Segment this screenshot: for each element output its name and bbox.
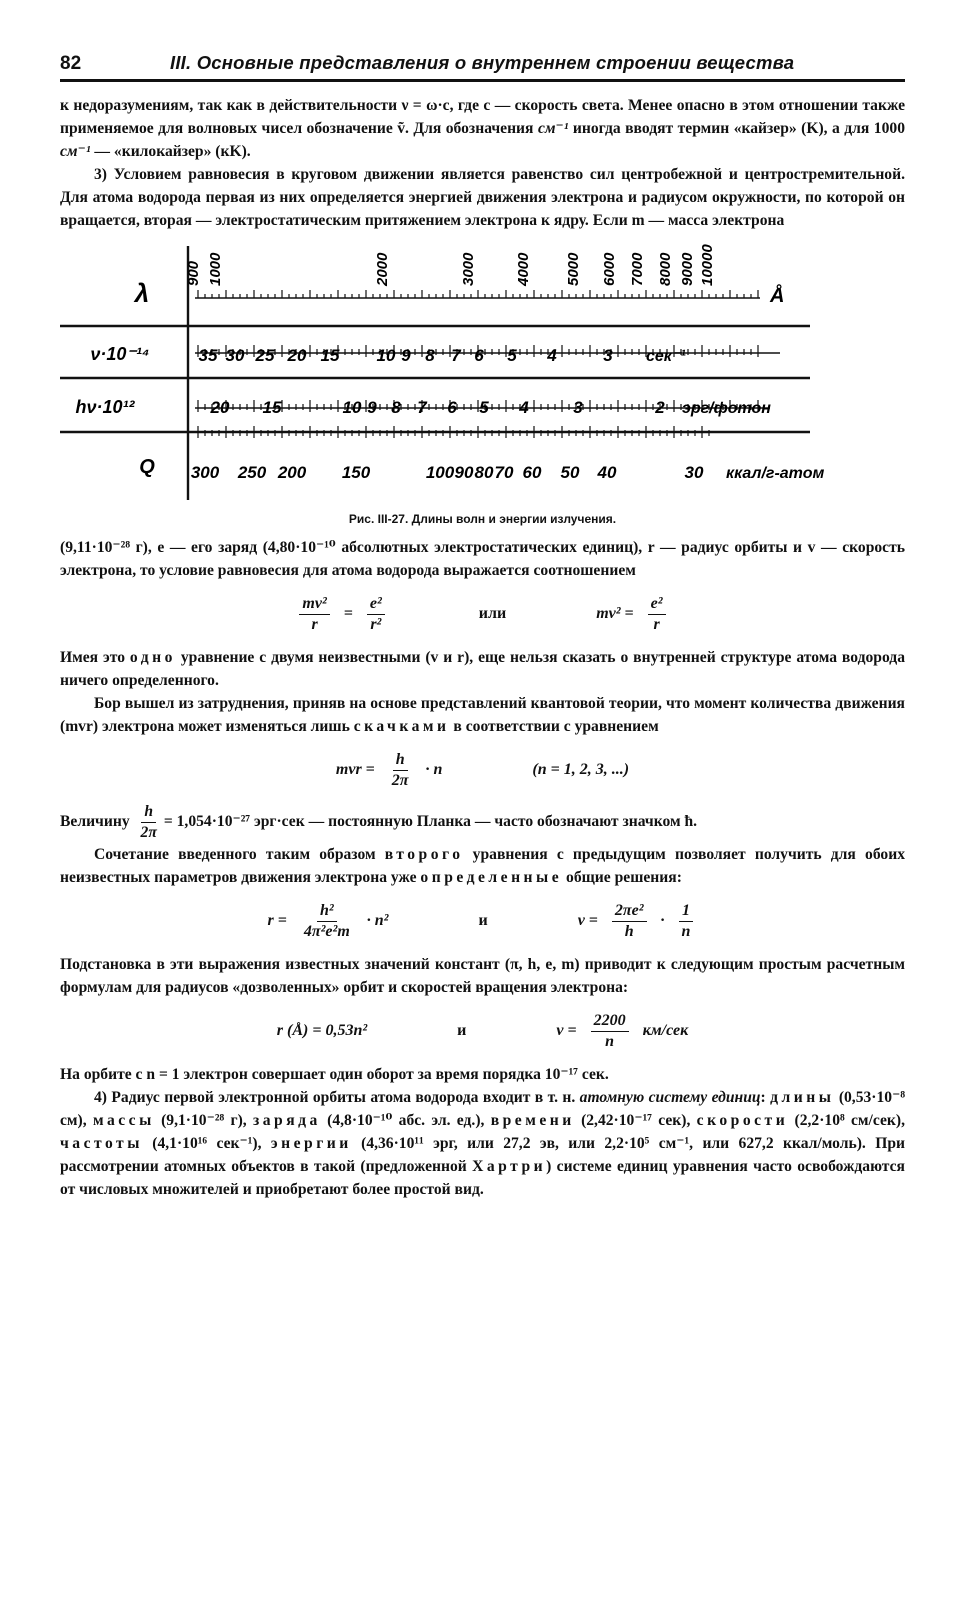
tick-label: 10000 — [699, 244, 716, 286]
equation-calculation-formulas: r (Å) = 0,53n² и v = $\frac{2200}{n}$ км/сек — [276, 1011, 689, 1050]
tick-label: 8000 — [657, 252, 674, 286]
tick-label: 9000 — [679, 252, 696, 286]
tick-label: 200 — [277, 463, 307, 482]
tick-label: 3 — [603, 346, 613, 365]
tick-label: 7 — [417, 398, 427, 417]
tick-label: 15 — [262, 398, 282, 417]
tick-label: 4000 — [515, 252, 532, 286]
paragraph-7: Сочетание введенного таким образом второго уравнения с предыдущим позволяет получить для обоих неизвестных параметров движения электрона уже определенные общие решения: — [60, 846, 905, 886]
tick-label: 35 — [198, 346, 218, 365]
tick-label: 2 — [655, 398, 665, 417]
scale-unit-1: сек⁻¹ — [646, 348, 686, 365]
tick-label: 6 — [474, 346, 484, 365]
paragraph-2: 3) Условием равновесия в круговом движении является равенство сил центробежной и центростремительной. Для атома водорода первая из них определяется энергией движения электрона и радиусом окружности, по которой он вращается, вторая — электростатическим притяжением электрона к ядру. Если m — масса электрона — [60, 166, 905, 229]
equation-equilibrium: $\frac{\text{mv²}}{r}$ = $\frac{\text{e²}}{\text{r²}}$ или mv² = $\frac{\text{e²}}{r}$ — [60, 582, 905, 646]
page-number: 82 — [60, 53, 82, 74]
figure-wavelength-energy-scale — [60, 238, 905, 508]
tick-label: 100 — [425, 463, 455, 482]
equation-bohr-quantization: mvr = $\frac{h}{2\pi}$ · n (n = 1, 2, 3, ...) — [335, 750, 630, 789]
paragraph-3: (9,11·10⁻²⁸ г), e — его заряд (4,80·10⁻¹⁰ абсолютных электростатических единиц), r — радиус орбиты и v — скорость электрона, то условие равновесия для атома водорода выражается соотношением — [60, 539, 905, 579]
tick-label: 4 — [519, 398, 529, 417]
equation-general-solutions: r = $\frac{\text{h²}}{\text{4π²e²m}}$ · n² и v = $\frac{\text{2πe²}}{h}$ · $\frac{1}{n}$ — [60, 889, 905, 953]
figure-caption: Рис. III-27. Длины волн и энергии излучения. — [348, 512, 617, 526]
tick-label: 150 — [341, 463, 371, 482]
tick-label: 5000 — [565, 252, 582, 286]
tick-label: 25 — [255, 346, 275, 365]
tick-label: 40 — [597, 463, 617, 482]
paragraph-10: 4) Радиус первой электронной орбиты атома водорода входит в т. н. атомную систему единиц: длины (0,53·10⁻⁸ см), массы (9,1·10⁻²⁸ г), заряда (4,8·10⁻¹⁰ абс. эл. ед.), времени (2,42·10⁻¹⁷ сек), скорости (2,2·10⁸ см/сек), частоты (4,1·10¹⁶ сек⁻¹), энергии (4,36·10¹¹ эрг, или 27,2 эв, или 2,2·10⁵ см⁻¹, или 627,2 ккал/моль). При рассмотрении атомных объектов в такой (предложенной Хартри) системе единиц уравнения часто освобождаются от числовых множителей и приобретают более простой вид. — [60, 1089, 906, 1198]
paragraph-1: к недоразумениям, так как в действительности ν = ω·c, где c — скорость света. Менее опасно в этом отношении также применяемое для волновых чисел обозначение ṽ. Для обозначения см⁻¹ иногда вводят термин «кайзер» (K), а для 1000 см⁻¹ — «килокайзер» (кK). — [60, 97, 905, 160]
scale-symbol-2: hν·10¹² — [75, 397, 135, 417]
tick-label: 10 — [342, 398, 362, 417]
scale-unit-2: эрг/фотон — [682, 400, 771, 417]
tick-label: 15 — [320, 346, 340, 365]
tick-label: 10 — [376, 346, 396, 365]
tick-label: 5 — [507, 346, 517, 365]
tick-label: 60 — [522, 463, 542, 482]
tick-label: 20 — [210, 398, 230, 417]
scale-diagram — [60, 238, 905, 508]
tick-label: 7000 — [629, 252, 646, 286]
tick-label: 9 — [367, 398, 377, 417]
book-page — [60, 52, 905, 1201]
paragraph-6: Величину $\frac{h}{2\pi}$ = 1,054·10⁻²⁷ эрг·сек — постоянную Планка — часто обозначают значком ħ. — [60, 803, 698, 841]
tick-label: 3000 — [460, 252, 477, 286]
scale-symbol-1: ν·10⁻¹⁴ — [90, 344, 150, 364]
paragraph-8: Подстановка в эти выражения известных значений констант (π, h, e, m) приводит к следующим простым расчетным формулам для радиусов «дозволенных» орбит и скоростей вращения электрона: — [60, 956, 905, 996]
paragraph-4: Имея это одно уравнение с двумя неизвестными (v и r), еще нельзя сказать о внутренней структуре атома водорода ничего определенного. — [60, 649, 905, 689]
paragraph-5: Бор вышел из затруднения, приняв на основе представлений квантовой теории, что момент количества движения (mvr) электрона может изменяться лишь скачками в соответствии с уравнением — [60, 695, 905, 735]
tick-label: 6000 — [601, 252, 618, 286]
tick-label: 2000 — [374, 252, 391, 286]
tick-label: 30 — [225, 346, 245, 365]
tick-label: 8 — [425, 346, 435, 365]
tick-label: 900 — [185, 260, 202, 286]
tick-label: 20 — [287, 346, 307, 365]
tick-label: 3 — [573, 398, 583, 417]
tick-label: 5 — [479, 398, 489, 417]
tick-label: 80 — [474, 463, 494, 482]
tick-label: 70 — [494, 463, 514, 482]
tick-label: 300 — [190, 463, 220, 482]
tick-label: 4 — [547, 346, 557, 365]
tick-label: 7 — [451, 346, 461, 365]
scale-symbol-0: λ — [134, 278, 150, 308]
tick-label: 250 — [237, 463, 267, 482]
tick-label: 90 — [454, 463, 474, 482]
tick-label: 30 — [684, 463, 704, 482]
tick-label: 6 — [447, 398, 457, 417]
paragraph-9: На орбите с n = 1 электрон совершает один оборот за время порядка 10⁻¹⁷ сек. — [60, 1066, 609, 1083]
running-title: III. Основные представления о внутреннем строении вещества — [170, 52, 795, 73]
tick-label: 1000 — [207, 252, 224, 286]
tick-label: 50 — [560, 463, 580, 482]
tick-label: 8 — [391, 398, 401, 417]
scale-unit-0: Å — [770, 285, 785, 307]
scale-symbol-3: Q — [139, 456, 155, 478]
scale-unit-3: ккал/г-атом — [726, 465, 825, 482]
tick-label: 9 — [401, 346, 411, 365]
running-header — [60, 52, 905, 82]
